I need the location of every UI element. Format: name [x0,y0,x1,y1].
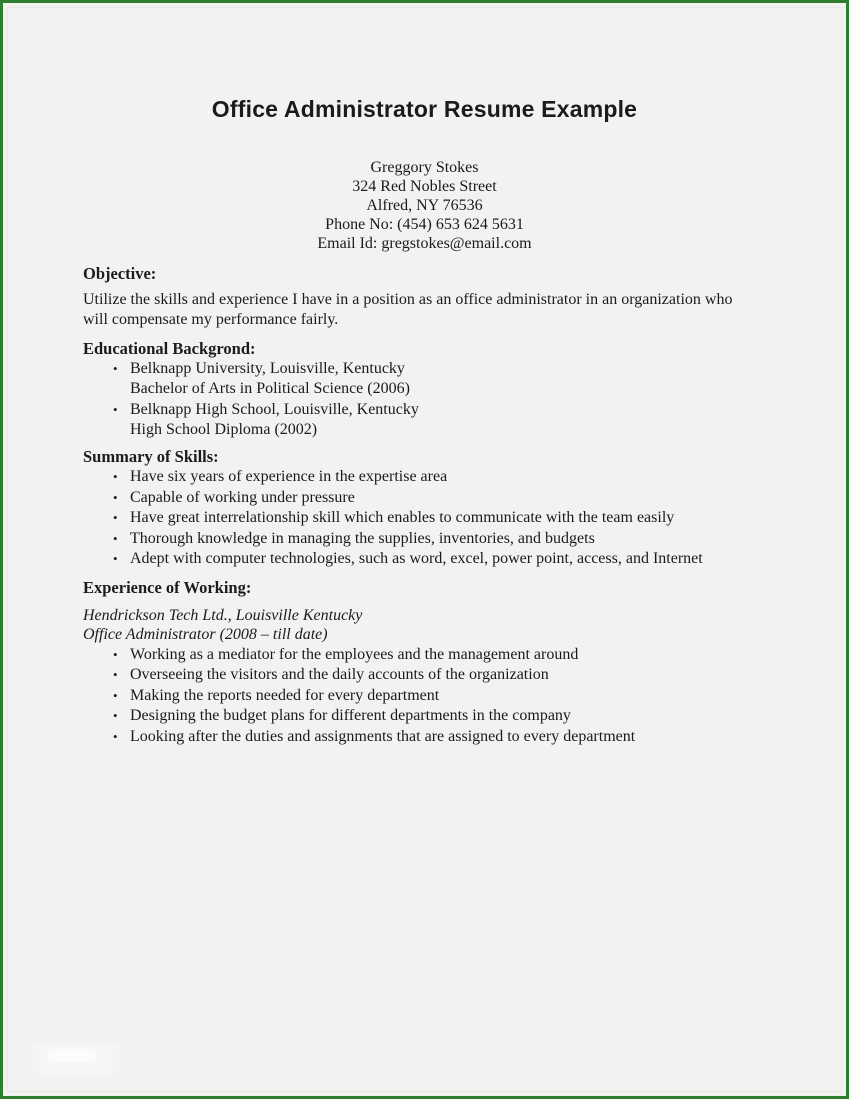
education-entry [130,359,758,398]
bullet-icon: • [113,667,118,682]
list-item [113,467,758,488]
bullet-icon: • [113,728,118,744]
skill-text: Capable of working under pressure [130,488,355,506]
education-school: Belknapp University, Louisville, Kentucky [130,360,405,377]
education-degree: High School Diploma (2002) [130,420,318,438]
contact-block [3,158,846,253]
watermark [33,1043,119,1075]
bullet-icon: • [113,510,118,525]
bullet-icon: • [113,687,118,703]
list-item [113,508,758,529]
education-list [83,359,758,439]
list-item [113,359,758,398]
objective-line: will compensate my performance fairly. [83,310,339,328]
skill-text: Have great interrelationship skill which enables to communicate with the team easily [130,509,675,526]
list-item [113,488,758,509]
watermark-glow [33,1043,119,1075]
bullet-icon: • [113,530,118,546]
bullet-icon: • [113,551,118,566]
section-heading-skills: Summary of Skills: [83,447,219,466]
bullet-icon: • [113,469,118,484]
experience-duty: Looking after the duties and assignments that are assigned to every department [130,727,636,745]
experience-list [83,645,758,748]
experience-role: Office Administrator (2008 – till date) [83,626,328,643]
education-school: Belknapp High School, Louisville, Kentucky [130,401,419,418]
experience-duty: Designing the budget plans for different departments in the company [130,707,571,724]
contact-phone: Phone No: (454) 653 624 5631 [325,216,524,233]
contact-street: 324 Red Nobles Street [352,178,497,195]
bullet-icon: • [113,646,118,662]
section-heading-objective: Objective: [83,264,157,283]
skill-text: Adept with computer technologies, such as word, excel, power point, access, and Internet [130,550,703,567]
objective-line: Utilize the skills and experience I have in a position as an office administrator in an organization who [83,291,733,308]
bullet-icon: • [113,361,118,376]
contact-city: Alfred, NY 76536 [366,197,483,214]
skill-text: Thorough knowledge in managing the supplies, inventories, and budgets [130,529,595,547]
list-item [113,665,758,686]
bullet-icon: • [113,708,118,723]
list-item [113,686,758,707]
experience-duty: Overseeing the visitors and the daily accounts of the organization [130,666,549,683]
experience-employer: Hendrickson Tech Ltd., Louisville Kentucky [83,606,363,624]
list-item [113,400,758,439]
contact-name: Greggory Stokes [370,159,479,176]
page-title: Office Administrator Resume Example [211,96,638,122]
resume-body [83,264,758,747]
list-item [113,706,758,727]
list-item [113,645,758,666]
skill-text: Have six years of experience in the expertise area [130,468,448,485]
contact-email: Email Id: gregstokes@email.com [317,235,532,252]
section-heading-experience: Experience of Working: [83,577,252,597]
skills-list [83,467,758,570]
watermark-text-blur [48,1049,96,1062]
list-item [113,549,758,570]
experience-employer-block [83,606,758,645]
education-entry [130,400,758,439]
bullet-icon: • [113,489,118,505]
experience-duty: Making the reports needed for every department [130,686,440,704]
bullet-icon: • [113,402,118,417]
section-heading-education: Educational Backgrond: [83,339,256,358]
experience-duty: Working as a mediator for the employees and the management around [130,645,579,663]
objective-text [83,290,758,329]
list-item [113,727,758,748]
education-degree: Bachelor of Arts in Political Science (2006) [130,379,410,397]
list-item [113,529,758,550]
